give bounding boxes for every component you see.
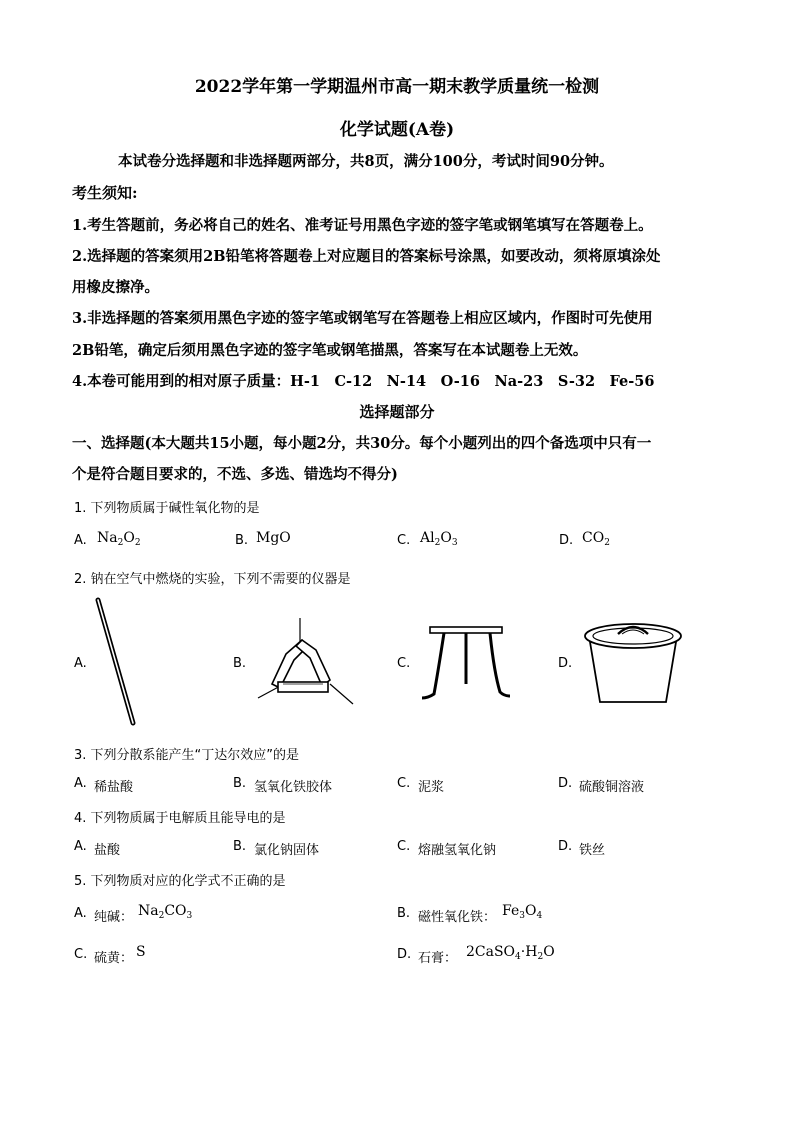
q5-option-c-name: 硫黄： <box>94 951 134 966</box>
question-1-stem: 1. 下列物质属于碱性氧化物的是 <box>74 501 260 516</box>
q3-option-a-text: 稀盐酸 <box>94 780 134 795</box>
q5-option-c-formula: S <box>136 944 146 960</box>
section-instructions-line2: 个是符合题目要求的，不选、多选、错选均不得分) <box>72 466 398 483</box>
notice-item-1: 1.考生答题前，务必将自己的姓名、准考证号用黑色字迹的签字笔或钢笔填写在答题卷上。 <box>72 217 653 234</box>
glass-rod-icon <box>88 595 148 730</box>
q4-option-d-text: 铁丝 <box>579 843 606 858</box>
q3-option-a-letter: A. <box>74 776 87 791</box>
question-5-stem: 5. 下列物质对应的化学式不正确的是 <box>74 874 286 889</box>
q5-option-b-name: 磁性氧化铁： <box>418 910 497 925</box>
document-subtitle: 化学试题(A卷) <box>339 120 455 140</box>
q4-option-b-letter: B. <box>233 839 247 854</box>
q3-option-c-letter: C. <box>397 776 411 791</box>
crucible-icon <box>576 618 686 708</box>
q1-option-a-letter: A. <box>74 533 87 548</box>
question-4-stem: 4. 下列物质属于电解质且能导电的是 <box>74 811 286 826</box>
q2-option-c-letter: C. <box>397 656 411 671</box>
q2-option-d-letter: D. <box>558 656 573 671</box>
q4-option-c-letter: C. <box>397 839 411 854</box>
q5-option-c-letter: C. <box>74 947 88 962</box>
q3-option-d-letter: D. <box>558 776 573 791</box>
notice-item-3-cont: 2B铅笔，确定后须用黑色字迹的签字笔或钢笔描黑，答案写在本试题卷上无效。 <box>72 342 588 359</box>
q4-option-a-text: 盐酸 <box>94 843 121 858</box>
q1-option-a-formula: $Na_2O_2$ <box>97 530 141 548</box>
q3-option-c-text: 泥浆 <box>418 780 445 795</box>
q5-option-d-letter: D. <box>397 947 412 962</box>
q5-option-d-name: 石膏： <box>418 951 458 966</box>
q1-option-d-formula: $CO_2$ <box>582 530 610 548</box>
q4-option-a-letter: A. <box>74 839 87 854</box>
q1-option-b-formula: MgO <box>256 530 291 546</box>
question-3-stem: 3. 下列分散系能产生“丁达尔效应”的是 <box>74 748 300 763</box>
q5-option-a-formula: $Na_2CO_3$ <box>138 903 193 921</box>
document-title: 2022学年第一学期温州市高一期末教学质量统一检测 <box>194 77 600 97</box>
notice-item-2-cont: 用橡皮擦净。 <box>72 279 159 296</box>
notice-heading: 考生须知: <box>72 184 138 202</box>
intro-text: 本试卷分选择题和非选择题两部分，共8页，满分100分，考试时间90分钟。 <box>118 153 614 170</box>
q2-option-a-letter: A. <box>74 656 87 671</box>
q4-option-b-text: 氯化钠固体 <box>254 843 320 858</box>
section-title: 选择题部分 <box>359 403 435 421</box>
notice-item-3: 3.非选择题的答案须用黑色字迹的签字笔或钢笔写在答题卷上相应区域内，作图时可先使用 <box>72 310 653 327</box>
q1-option-c-formula: $Al_2O_3$ <box>420 530 458 548</box>
notice-item-4: 4.本卷可能用到的相对原子质量：H-1 C-12 N-14 O-16 Na-23 S-32 Fe-56 <box>72 373 655 390</box>
tripod-icon <box>414 622 514 704</box>
clay-triangle-icon <box>250 618 360 710</box>
question-2-stem: 2. 钠在空气中燃烧的实验，下列不需要的仪器是 <box>74 572 351 587</box>
q2-option-b-letter: B. <box>233 656 247 671</box>
q1-option-d-letter: D. <box>559 533 574 548</box>
q4-option-c-text: 熔融氢氧化钠 <box>418 843 497 858</box>
q5-option-b-letter: B. <box>397 906 411 921</box>
q4-option-d-letter: D. <box>558 839 573 854</box>
section-instructions-line1: 一、选择题(本大题共15小题，每小题2分，共30分。每个小题列出的四个备选项中只有一 <box>72 435 652 452</box>
q5-option-a-name: 纯碱： <box>94 910 134 925</box>
q5-option-d-formula: $2CaSO_4\cdot H_2O$ <box>466 944 555 962</box>
q5-option-a-letter: A. <box>74 906 87 921</box>
q3-option-b-text: 氢氧化铁胶体 <box>254 780 333 795</box>
notice-item-2: 2.选择题的答案须用2B铅笔将答题卷上对应题目的答案标号涂黑，如要改动，须将原填涂处 <box>72 248 661 265</box>
q3-option-b-letter: B. <box>233 776 247 791</box>
q1-option-c-letter: C. <box>397 533 411 548</box>
q3-option-d-text: 硫酸铜溶液 <box>579 780 645 795</box>
q1-option-b-letter: B. <box>235 533 249 548</box>
q5-option-b-formula: $Fe_3O_4$ <box>502 903 543 921</box>
